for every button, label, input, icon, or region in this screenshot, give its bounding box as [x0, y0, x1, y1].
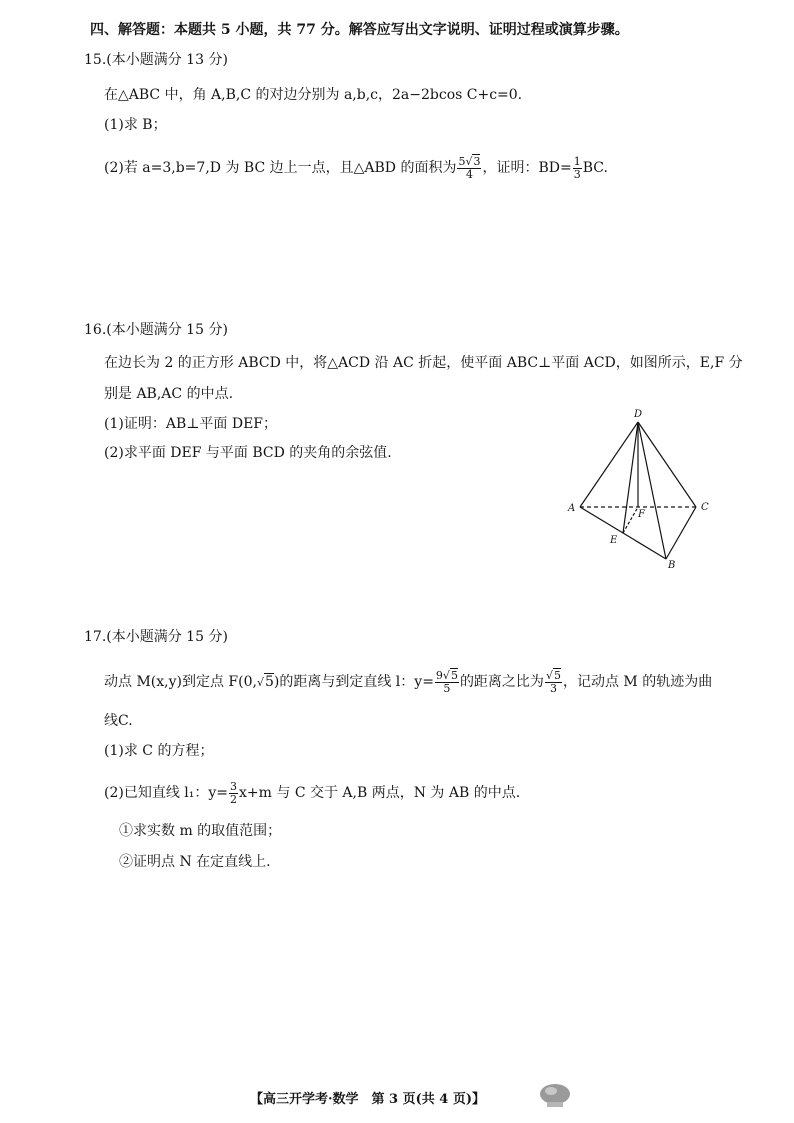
bd-numerator: 1 [573, 154, 581, 168]
scanner-stamp-icon [535, 1080, 575, 1112]
q15-part1: (1)求 B； [104, 117, 167, 133]
q17-stem-a: 动点 M(x,y)到定点 F(0, [104, 674, 257, 690]
slope-fraction [229, 781, 238, 806]
q17-sub2: ②证明点 N 在定直线上. [119, 854, 271, 870]
q17-number: 17. [84, 629, 107, 645]
directrix-num-radicand: 5 [450, 668, 458, 682]
q17-sub1: ①求实数 m 的取值范围； [119, 823, 282, 839]
q17-points: (本小题满分 15 分) [106, 629, 228, 645]
q16-points: (本小题满分 15 分) [106, 322, 228, 338]
q15-points: (本小题满分 13 分) [106, 52, 228, 68]
sqrt-icon: √ [545, 668, 553, 682]
edge-ad [580, 422, 638, 507]
edge-de [623, 422, 638, 533]
directrix-fraction [435, 670, 459, 695]
f-radicand: 5 [264, 674, 274, 690]
q17-stem-c: 的距离之比为 [459, 674, 544, 690]
q16-part1: (1)证明：AB⊥平面 DEF； [104, 416, 278, 432]
label-d: D [634, 409, 643, 420]
q17-part2 [104, 778, 520, 808]
ratio-fraction [545, 670, 562, 695]
q17-stem-b: )的距离与到定直线 l：y= [273, 674, 434, 690]
q15-header [84, 50, 228, 70]
q15-part2-text-a: (2)若 a=3,b=7,D 为 BC 边上一点，且△ABD 的面积为 [104, 160, 457, 176]
q15-number: 15. [84, 52, 107, 68]
sqrt-icon: √ [442, 668, 450, 682]
ratio-num-radicand: 5 [553, 668, 561, 682]
bd-fraction [573, 156, 582, 181]
q16-part2: (2)求平面 DEF 与平面 BCD 的夹角的余弦值. [104, 445, 392, 461]
slope-numerator: 3 [230, 779, 238, 793]
area-denominator: 4 [465, 167, 473, 181]
q16-stem-line1: 在边长为 2 的正方形 ABCD 中，将△ACD 沿 AC 折起，使平面 ABC⊥平面 ACD，如图所示，E,F 分 [104, 355, 743, 371]
q17-stem-line2: 线C. [104, 713, 133, 729]
label-f: F [638, 509, 645, 520]
edge-bc [666, 507, 696, 559]
q16-header [84, 320, 228, 340]
sqrt-icon: √ [256, 676, 264, 689]
section-heading: 四、解答题：本题共 5 小题，共 77 分。解答应写出文字说明、证明过程或演算步骤。 [90, 22, 629, 38]
q16-stem-line2: 别是 AB,AC 的中点. [104, 386, 234, 402]
pyramid-figure [556, 402, 726, 572]
area-fraction [457, 156, 481, 181]
q17-part1: (1)求 C 的方程； [104, 743, 214, 759]
label-c: C [701, 502, 709, 513]
bd-denominator: 3 [573, 167, 581, 181]
q15-part2-text-b: ，证明：BD= [482, 160, 572, 176]
q17-part2-b: x+m 与 C 交于 A,B 两点，N 为 AB 的中点. [239, 785, 521, 801]
q16-number: 16. [84, 322, 107, 338]
area-num-coef: 5 [458, 154, 466, 168]
directrix-num-coef: 9 [435, 668, 443, 682]
q17-stem [104, 667, 712, 698]
q15-part2-text-c: BC. [582, 160, 608, 176]
label-b: B [668, 560, 676, 571]
q15-stem: 在△ABC 中，角 A,B,C 的对边分别为 a,b,c，2a−2bcos C+c=0. [104, 87, 523, 103]
sqrt-icon: √ [465, 154, 473, 168]
q15-part2 [104, 153, 608, 183]
page-footer: 【高三开学考·数学 第 3 页(共 4 页)】 [250, 1092, 486, 1107]
slope-denominator: 2 [230, 792, 238, 806]
directrix-denominator: 5 [443, 681, 451, 695]
label-e: E [610, 535, 618, 546]
q17-part2-a: (2)已知直线 l₁：y= [104, 785, 229, 801]
area-num-radicand: 3 [473, 154, 481, 168]
q17-stem-d: ，记动点 M 的轨迹为曲 [562, 674, 713, 690]
ratio-denominator: 3 [549, 681, 557, 695]
q17-header [84, 627, 228, 647]
label-a: A [568, 503, 576, 514]
